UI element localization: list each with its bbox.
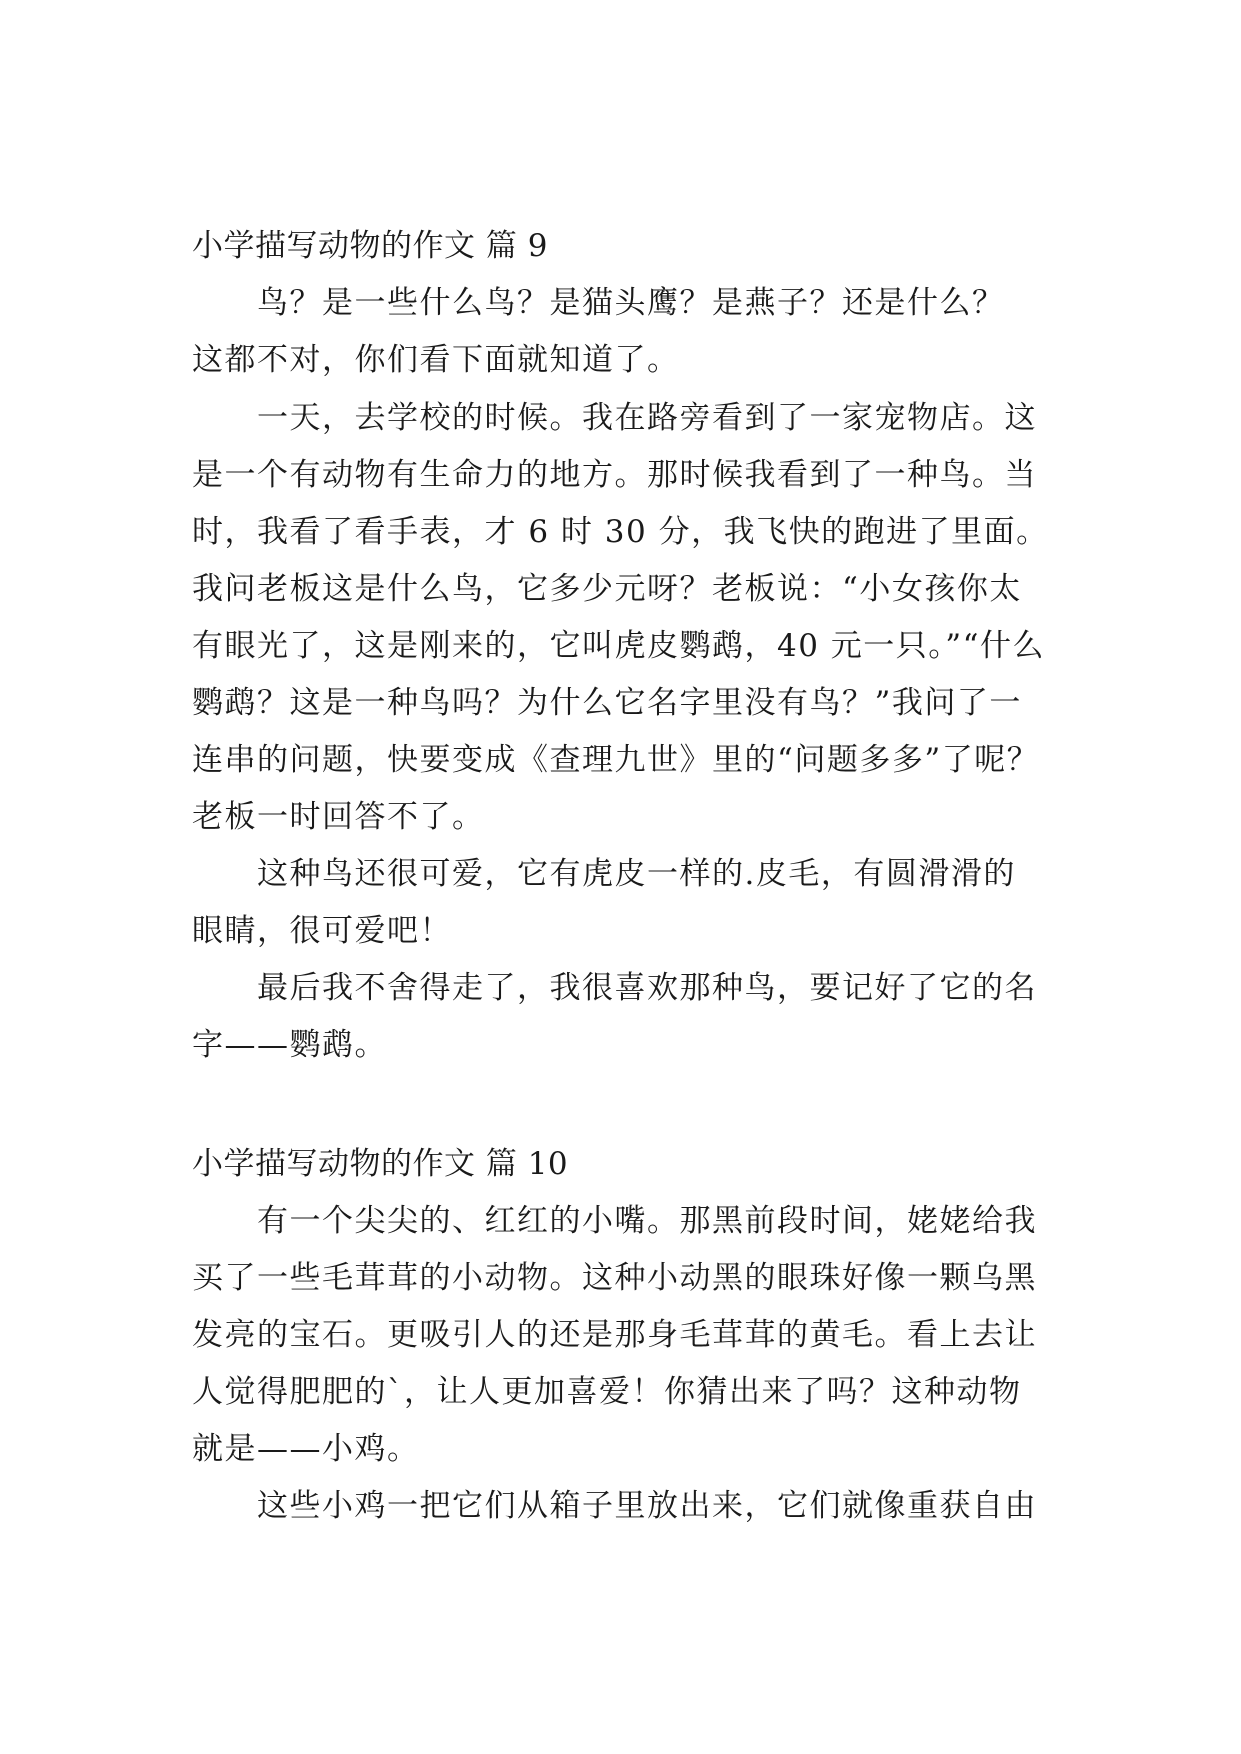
paragraph-line: 连串的问题，快要变成《查理九世》里的“问题多多”了呢？ (192, 742, 1040, 778)
paragraph-line: 时，我看了看手表，才 6 时 30 分，我飞快的跑进了里面。 (192, 514, 1049, 550)
paragraph-line: 买了一些毛茸茸的小动物。这种小动黑的眼珠好像一颗乌黑 (192, 1260, 1037, 1296)
paragraph-line: 鹦鹉？这是一种鸟吗？为什么它名字里没有鸟？”我问了一 (192, 685, 1022, 721)
paragraph-line: 是一个有动物有生命力的地方。那时候我看到了一种鸟。当 (192, 457, 1037, 493)
paragraph-line: 字——鹦鹉。 (192, 1027, 387, 1063)
paragraph-line: 老板一时回答不了。 (192, 799, 485, 835)
paragraph-line: 我问老板这是什么鸟，它多少元呀？老板说：“小女孩你太 (192, 571, 1022, 607)
section-heading-10: 小学描写动物的作文 篇 10 (192, 1146, 569, 1182)
paragraph-line: 这些小鸡一把它们从箱子里放出来，它们就像重获自由 (192, 1488, 1037, 1524)
paragraph-line: 有一个尖尖的、红红的小嘴。那黑前段时间，姥姥给我 (192, 1203, 1037, 1239)
paragraph-line: 就是——小鸡。 (192, 1431, 420, 1467)
paragraph-line: 发亮的宝石。更吸引人的还是那身毛茸茸的黄毛。看上去让 (192, 1317, 1037, 1353)
paragraph-line: 这都不对，你们看下面就知道了。 (192, 342, 680, 378)
paragraph-line: 有眼光了，这是刚来的，它叫虎皮鹦鹉，40 元一只。”“什么 (192, 628, 1045, 664)
paragraph-line: 人觉得肥肥的`，让人更加喜爱！你猜出来了吗？这种动物 (192, 1374, 1022, 1410)
paragraph-line: 鸟？是一些什么鸟？是猫头鹰？是燕子？还是什么？ (192, 285, 1005, 321)
paragraph-line: 一天，去学校的时候。我在路旁看到了一家宠物店。这 (192, 400, 1037, 436)
paragraph-line: 最后我不舍得走了，我很喜欢那种鸟，要记好了它的名 (192, 970, 1037, 1006)
section-heading-9: 小学描写动物的作文 篇 9 (192, 228, 548, 264)
paragraph-line: 这种鸟还很可爱，它有虎皮一样的.皮毛，有圆滑滑的 (192, 856, 1016, 892)
paragraph-line: 眼睛，很可爱吧！ (192, 913, 452, 949)
